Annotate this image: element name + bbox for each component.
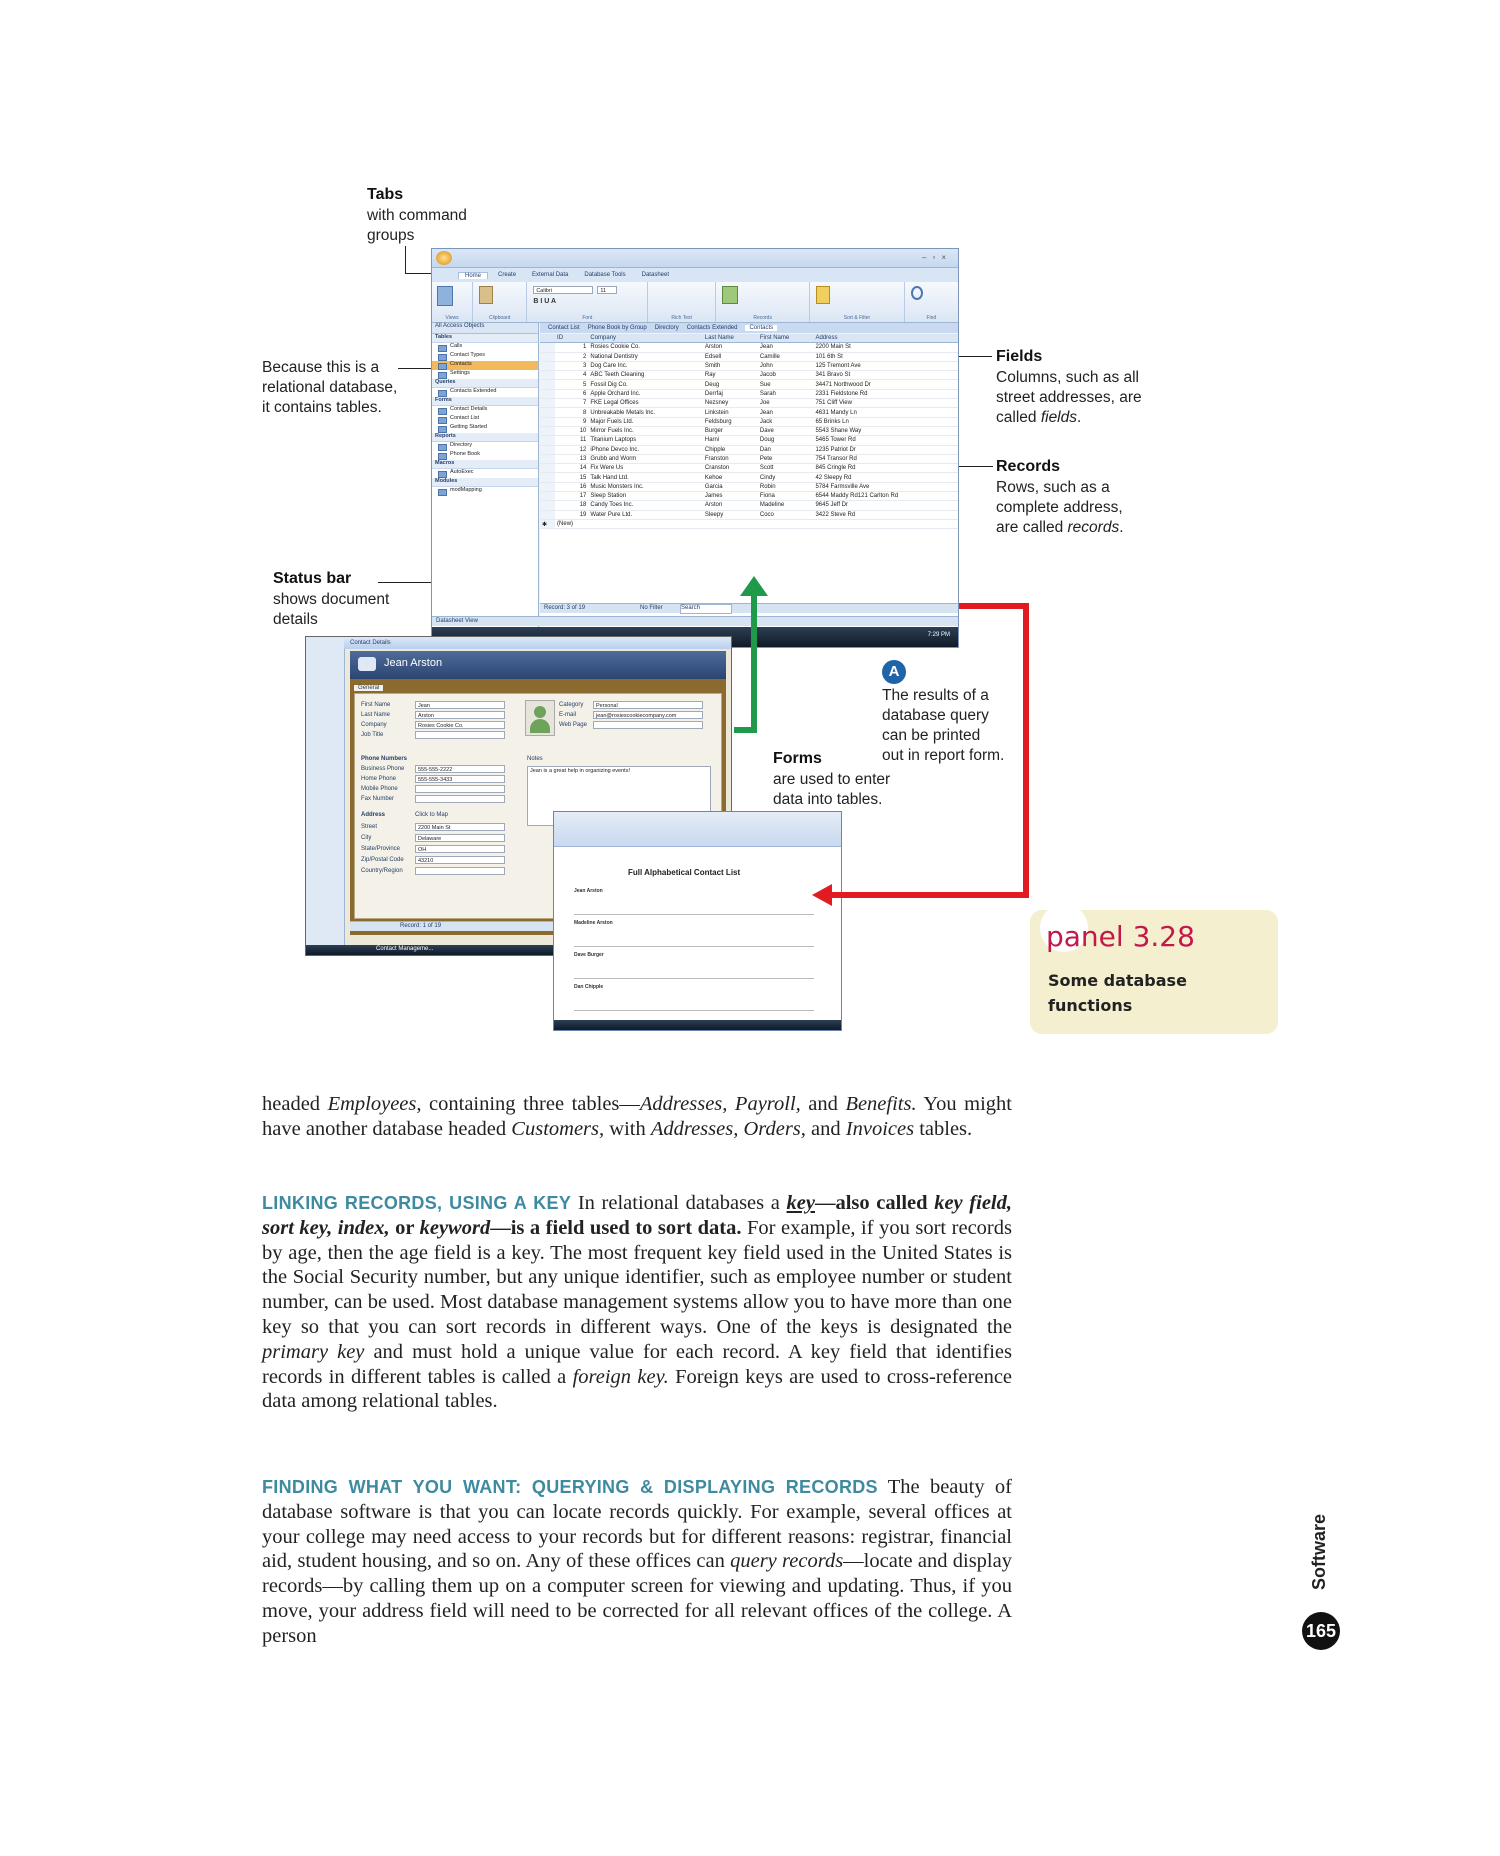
fields-callout-line1: Columns, such as all	[996, 369, 1140, 386]
table-row[interactable]	[540, 445, 958, 454]
find-icon[interactable]	[911, 286, 923, 300]
nav-item[interactable]: Contacts Extended	[432, 388, 538, 397]
row-selector[interactable]	[540, 482, 555, 491]
fields-callout-title: Fields	[996, 348, 1043, 365]
click-to-map-link[interactable]: Click to Map	[415, 812, 449, 818]
table-cell[interactable]: 11	[555, 436, 588, 445]
table-cell[interactable]: 6544 Maddy Rd121 Carlton Rd	[813, 492, 958, 501]
contact-card-icon	[358, 657, 376, 671]
contact-detail-field[interactable]: Jean	[415, 701, 505, 709]
ribbon-tab-external-data[interactable]: External Data	[532, 272, 569, 278]
table-row[interactable]	[540, 482, 958, 491]
table-cell[interactable]: 1	[555, 343, 588, 352]
contact-detail-field[interactable]: Personal	[593, 701, 703, 709]
ribbon-tab-database-tools[interactable]: Database Tools	[584, 272, 626, 278]
record-navigator[interactable]: Record: 3 of 19	[544, 605, 586, 611]
row-selector[interactable]	[540, 473, 555, 482]
table-cell[interactable]: 7	[555, 399, 588, 408]
address-field[interactable]: 43210	[415, 856, 505, 864]
page-number: 165	[1302, 1612, 1340, 1650]
forms-callout-line2: data into tables.	[773, 791, 883, 808]
query-callout-line4: out in report form.	[882, 747, 1005, 764]
tabs-leader-line	[405, 246, 406, 274]
nav-group-header[interactable]: Reports	[432, 433, 538, 442]
table-cell[interactable]: 754 Transor Rd	[813, 454, 958, 463]
column-header[interactable]: Address	[813, 334, 958, 343]
arrows-overlay	[720, 570, 1040, 910]
nav-item[interactable]: Directory	[432, 442, 538, 451]
document-tab[interactable]: Contact List	[548, 325, 580, 331]
navigation-pane	[432, 323, 539, 629]
table-cell[interactable]: National Dentistry	[588, 352, 702, 361]
table-cell[interactable]: Rosies Cookie Co.	[588, 343, 702, 352]
table-row[interactable]	[540, 352, 958, 361]
report-entry-name: Dave Burger	[574, 952, 604, 958]
row-selector[interactable]	[540, 501, 555, 510]
font-name-select[interactable]: Calibri	[533, 286, 593, 294]
body-paragraph-2: LINKING RECORDS, USING A KEY In relational databases a key—also called key field, sort key, index, or keyword—is a field used to sort data. For example, if you sort records by age, then the age field is a key. The most frequent key field used in the United States is the Social Security number, but any unique identifier, such as employee number or student number, can be used. Most database management systems allow you to have more than one key so that you can sort records in different ways. One of the keys is designated the primary key and must hold a unique value for each record. A key field that identifies records in different tables is called a foreign key. Foreign keys are used to cross-reference data among relational tables.	[262, 1192, 1013, 1413]
table-cell[interactable]: 14	[555, 464, 588, 473]
phone-field[interactable]	[415, 795, 505, 803]
row-selector[interactable]	[540, 408, 555, 417]
phone-label: Fax Number	[361, 796, 395, 802]
table-cell[interactable]: Joe	[758, 399, 814, 408]
address-label: Country/Region	[361, 868, 403, 874]
phone-label: Mobile Phone	[361, 786, 398, 792]
ribbon-tabs	[432, 268, 958, 282]
table-cell[interactable]: 1235 Patriot Dr	[813, 445, 958, 454]
document-tab[interactable]: Contacts Extended	[686, 325, 738, 331]
records-callout-line3: are called records.	[996, 519, 1124, 536]
ribbon-tab-datasheet[interactable]: Datasheet	[641, 272, 669, 278]
tabs-callout-line1: with command	[367, 207, 467, 224]
table-cell[interactable]: 3	[555, 361, 588, 370]
address-field[interactable]: OH	[415, 845, 505, 853]
table-cell[interactable]: Grubb and Worm	[588, 454, 702, 463]
report-entry-name: Madeline Arston	[574, 920, 613, 926]
address-field[interactable]	[415, 867, 505, 875]
tab-general[interactable]: General	[354, 685, 383, 691]
contact-detail-label: Company	[361, 722, 387, 728]
table-cell[interactable]: Smith	[703, 361, 758, 370]
table-cell[interactable]: James	[703, 492, 758, 501]
nav-item[interactable]: Phone Book	[432, 451, 538, 460]
section-heading-linking-records: LINKING RECORDS, USING A KEY	[262, 1193, 572, 1213]
query-callout-line1: The results of a	[882, 687, 989, 704]
table-cell[interactable]: Kehoe	[703, 473, 758, 482]
nav-item[interactable]: Calls	[432, 343, 538, 352]
contact-detail-label: First Name	[361, 702, 391, 708]
table-cell[interactable]: Pete	[758, 454, 814, 463]
phone-field[interactable]: 555-555-3433	[415, 775, 505, 783]
table-row[interactable]	[540, 426, 958, 435]
contact-detail-field[interactable]	[593, 721, 703, 729]
bold-italic-underline-icon[interactable]: B I U A	[533, 298, 557, 305]
table-cell[interactable]: Unbreakable Metals Inc.	[588, 408, 702, 417]
table-cell[interactable]: 13	[555, 454, 588, 463]
table-cell[interactable]: 3422 Steve Rd	[813, 510, 958, 519]
row-selector[interactable]	[540, 361, 555, 370]
table-row[interactable]	[540, 399, 958, 408]
row-selector[interactable]	[540, 436, 555, 445]
table-cell[interactable]: 4631 Mandy Ln	[813, 408, 958, 417]
table-cell[interactable]: ABC Teeth Cleaning	[588, 371, 702, 380]
table-cell[interactable]: 5465 Tower Rd	[813, 436, 958, 445]
table-row[interactable]	[540, 408, 958, 417]
table-cell[interactable]: 17	[555, 492, 588, 501]
table-cell[interactable]: Fiona	[758, 492, 814, 501]
report-taskbar	[554, 1020, 841, 1030]
table-cell[interactable]: 8	[555, 408, 588, 417]
key-term: key	[786, 1192, 815, 1214]
nav-group-header[interactable]: Queries	[432, 379, 538, 388]
table-row[interactable]	[540, 380, 958, 389]
table-cell[interactable]: Dog Care Inc.	[588, 361, 702, 370]
table-cell[interactable]: Fix Were Us	[588, 464, 702, 473]
table-cell[interactable]: Water Pure Ltd.	[588, 510, 702, 519]
table-cell[interactable]: 42 Sleepy Rd	[813, 473, 958, 482]
table-cell[interactable]: Franston	[703, 454, 758, 463]
table-cell[interactable]: 19	[555, 510, 588, 519]
form-nav-pane	[306, 637, 345, 955]
report-title: Full Alphabetical Contact List	[628, 868, 741, 877]
fields-callout-line3: called fields.	[996, 409, 1082, 426]
status-callout-line2: details	[273, 611, 318, 628]
document-tab[interactable]: Directory	[654, 325, 679, 331]
notes-field[interactable]: Jean is a great help in organizing events!	[527, 766, 711, 826]
form-header	[350, 651, 726, 679]
row-selector[interactable]	[540, 343, 555, 352]
table-cell[interactable]: Major Fuels Ltd.	[588, 417, 702, 426]
nav-group-header[interactable]: Macros	[432, 460, 538, 469]
table-cell[interactable]: Robin	[758, 482, 814, 491]
document-tab[interactable]: Contacts	[745, 325, 777, 331]
row-selector[interactable]	[540, 371, 555, 380]
table-row[interactable]	[540, 464, 958, 473]
table-cell[interactable]: Sleepy	[703, 510, 758, 519]
table-cell[interactable]: Music Monsters Inc.	[588, 482, 702, 491]
row-selector[interactable]	[540, 426, 555, 435]
clock: 7:29 PM	[927, 632, 950, 638]
table-cell[interactable]: Sue	[758, 380, 814, 389]
row-selector[interactable]	[540, 399, 555, 408]
red-arrow	[812, 606, 1026, 906]
table-cell[interactable]: Derrfaj	[703, 389, 758, 398]
nav-item[interactable]: Contacts	[432, 361, 538, 370]
contact-detail-label: Job Title	[361, 732, 384, 738]
ribbon-group-font[interactable]: Calibri 11 B I U A Font	[527, 282, 648, 322]
table-cell[interactable]: Jacob	[758, 371, 814, 380]
filter-icon[interactable]	[816, 286, 830, 304]
table-cell[interactable]: 2	[555, 352, 588, 361]
table-row[interactable]	[540, 510, 958, 519]
nav-group-header[interactable]: Tables	[432, 334, 538, 343]
table-cell[interactable]: 6	[555, 389, 588, 398]
table-cell[interactable]: Camille	[758, 352, 814, 361]
records-callout-line2: complete address,	[996, 499, 1123, 516]
row-selector[interactable]	[540, 417, 555, 426]
table-cell[interactable]: Chipple	[703, 445, 758, 454]
table-cell[interactable]: Dan	[758, 445, 814, 454]
address-label: Street	[361, 824, 378, 830]
table-cell[interactable]: iPhone Devco Inc.	[588, 445, 702, 454]
ribbon-group-rich-text[interactable]: Rich Text	[648, 282, 716, 322]
column-header[interactable]: ID	[555, 334, 588, 343]
relational-callout-line2: relational database,	[262, 379, 398, 396]
relational-leader-line	[398, 368, 432, 369]
table-cell[interactable]: 12	[555, 445, 588, 454]
ribbon-tab-home[interactable]: Home	[458, 272, 488, 279]
nav-item[interactable]: Settings	[432, 370, 538, 379]
nav-group-header[interactable]: Modules	[432, 478, 538, 487]
table-row[interactable]	[540, 343, 958, 352]
table-cell[interactable]: John	[758, 361, 814, 370]
phone-numbers-header: Phone Numbers	[361, 756, 408, 762]
table-cell[interactable]: 845 Cringle Rd	[813, 464, 958, 473]
font-size-select[interactable]: 11	[597, 286, 617, 294]
new-record-row[interactable]	[540, 519, 958, 528]
ribbon-tab-create[interactable]: Create	[498, 272, 517, 278]
table-cell[interactable]: 101 6th St	[813, 352, 958, 361]
table-cell[interactable]: Jack	[758, 417, 814, 426]
status-bar-text: Datasheet View	[436, 618, 478, 624]
query-callout-line3: can be printed	[882, 727, 981, 744]
ribbon-group-records[interactable]: Records	[716, 282, 810, 322]
table-cell[interactable]: 4	[555, 371, 588, 380]
report-divider	[574, 946, 814, 947]
table-cell[interactable]: Jean	[758, 343, 814, 352]
body-paragraph-3: FINDING WHAT YOU WANT: QUERYING & DISPLAYING RECORDS The beauty of database software is that you can locate records quickly. For example, several offices at your college may need access to your records but for different reasons: registrar, financial aid, student housing, and so on. Any of these offices can query records—locate and display records—by calling them up on a computer screen for viewing and updating. Thus, if you move, your address field will need to be corrected for all relevant offices of the college. A person	[262, 1476, 1012, 1647]
tabs-callout-title: Tabs	[367, 186, 404, 203]
table-cell[interactable]: FKE Legal Offices	[588, 399, 702, 408]
phone-field[interactable]: 555-555-2222	[415, 765, 505, 773]
nav-item[interactable]: AutoExec	[432, 469, 538, 478]
table-cell[interactable]: Cindy	[758, 473, 814, 482]
row-selector[interactable]	[540, 454, 555, 463]
address-label: Zip/Postal Code	[361, 857, 404, 863]
table-cell[interactable]: Arston	[703, 501, 758, 510]
taskbar-app-button[interactable]: Contact Manageme...	[376, 946, 434, 952]
report-divider	[574, 978, 814, 979]
query-badge: A	[882, 660, 906, 684]
table-cell[interactable]: Sarah	[758, 389, 814, 398]
ribbon-group-sort-filter[interactable]: Sort & Filter	[810, 282, 904, 322]
address-header: Address	[361, 812, 386, 818]
nav-group-header[interactable]: Forms	[432, 397, 538, 406]
row-selector[interactable]	[540, 464, 555, 473]
table-cell[interactable]: 751 Cliff View	[813, 399, 958, 408]
contact-detail-label: Category	[559, 702, 584, 708]
refresh-icon[interactable]	[722, 286, 738, 304]
nav-pane-header[interactable]: All Access Objects	[432, 323, 538, 334]
table-cell[interactable]: Fossil Dig Co.	[588, 380, 702, 389]
table-cell[interactable]: 10	[555, 426, 588, 435]
contact-detail-field[interactable]	[415, 731, 505, 739]
row-selector[interactable]	[540, 445, 555, 454]
contact-detail-field[interactable]: Arston	[415, 711, 505, 719]
records-callout-line1: Rows, such as a	[996, 479, 1110, 496]
panel-number: panel 3.28	[1046, 920, 1195, 953]
table-cell[interactable]: 9645 Jeff Dr	[813, 501, 958, 510]
row-selector[interactable]: ✱	[540, 519, 555, 528]
table-cell[interactable]: 18	[555, 501, 588, 510]
table-cell[interactable]: Talk Hand Ltd.	[588, 473, 702, 482]
status-callout-line1: shows document	[273, 591, 390, 608]
table-cell[interactable]: Doug	[758, 436, 814, 445]
column-header[interactable]: Last Name	[703, 334, 758, 343]
contact-detail-label: Web Page	[559, 722, 587, 728]
title-bar	[432, 249, 958, 268]
table-cell[interactable]: 65 Brinks Ln	[813, 417, 958, 426]
green-arrow	[734, 576, 768, 730]
contact-detail-label: Last Name	[361, 712, 391, 718]
table-cell[interactable]: Arston	[703, 343, 758, 352]
view-icon[interactable]	[437, 286, 453, 306]
notes-label: Notes	[527, 756, 543, 762]
table-cell[interactable]: Madeline	[758, 501, 814, 510]
tabs-callout-line2: groups	[367, 227, 415, 244]
table-cell[interactable]: Nezsney	[703, 399, 758, 408]
window-controls-icon[interactable]: –▫×	[922, 253, 952, 262]
address-field[interactable]: 2200 Main St	[415, 823, 505, 831]
table-cell[interactable]: 15	[555, 473, 588, 482]
paste-icon[interactable]	[479, 286, 493, 304]
nav-item[interactable]: modMapping	[432, 487, 538, 496]
person-icon	[534, 706, 546, 718]
table-cell[interactable]: Garcia	[703, 482, 758, 491]
table-row[interactable]	[540, 492, 958, 501]
relational-callout-line3: it contains tables.	[262, 399, 382, 416]
table-cell[interactable]: Scott	[758, 464, 814, 473]
panel-caption-box	[1030, 910, 1278, 1034]
address-label: State/Province	[361, 846, 401, 852]
table-cell[interactable]: Harni	[703, 436, 758, 445]
table-cell[interactable]: Apple Orchard Inc.	[588, 389, 702, 398]
table-cell[interactable]: Coco	[758, 510, 814, 519]
table-cell[interactable]: Feldsburg	[703, 417, 758, 426]
query-callout-line2: database query	[882, 707, 989, 724]
row-selector[interactable]	[540, 492, 555, 501]
row-selector[interactable]	[540, 389, 555, 398]
ribbon-group-clipboard[interactable]: Clipboard	[473, 282, 527, 322]
table-row[interactable]	[540, 473, 958, 482]
report-divider	[574, 914, 814, 915]
document-tabs	[540, 323, 959, 333]
no-filter-button[interactable]: No Filter	[640, 605, 663, 611]
contact-detail-field[interactable]: jean@rosiescookiecompany.com	[593, 711, 703, 719]
nav-item[interactable]: Contact List	[432, 415, 538, 424]
fields-callout-line2: street addresses, are	[996, 389, 1142, 406]
document-tab[interactable]: Phone Book by Group	[587, 325, 647, 331]
table-cell[interactable]: 5784 Farmsville Ave	[813, 482, 958, 491]
table-cell[interactable]: 125 Tremont Ave	[813, 361, 958, 370]
table-cell[interactable]: 341 Bravo St	[813, 371, 958, 380]
table-row[interactable]	[540, 389, 958, 398]
table-row[interactable]	[540, 501, 958, 510]
table-cell[interactable]: 2331 Fieldstone Rd	[813, 389, 958, 398]
table-row[interactable]	[540, 371, 958, 380]
table-cell[interactable]: Titanium Laptops	[588, 436, 702, 445]
table-cell[interactable]: 9	[555, 417, 588, 426]
table-cell[interactable]: Mirror Fuels Inc.	[588, 426, 702, 435]
nav-item[interactable]: Contact Types	[432, 352, 538, 361]
table-cell[interactable]: 5	[555, 380, 588, 389]
form-record-nav[interactable]: Record: 1 of 19	[400, 923, 442, 929]
report-entry-name: Dan Chipple	[574, 984, 604, 990]
table-cell[interactable]: Burger	[703, 426, 758, 435]
contact-detail-field[interactable]: Rosies Cookie Co.	[415, 721, 505, 729]
table-cell[interactable]: Deug	[703, 380, 758, 389]
ribbon-body	[432, 282, 958, 323]
table-cell[interactable]: 5543 Shane Way	[813, 426, 958, 435]
table-cell[interactable]: Dave	[758, 426, 814, 435]
new-record-cell[interactable]: (New)	[555, 519, 588, 528]
address-field[interactable]: Delaware	[415, 834, 505, 842]
records-callout-title: Records	[996, 458, 1061, 475]
table-cell[interactable]: Linkstein	[703, 408, 758, 417]
address-label: City	[361, 835, 372, 841]
table-cell[interactable]: Jean	[758, 408, 814, 417]
chapter-side-label: Software	[1309, 1513, 1329, 1590]
table-cell[interactable]: 16	[555, 482, 588, 491]
column-header[interactable]: First Name	[758, 334, 814, 343]
table-row[interactable]	[540, 417, 958, 426]
table-row[interactable]	[540, 436, 958, 445]
table-cell[interactable]: Candy Toes Inc.	[588, 501, 702, 510]
forms-callout-title: Forms	[773, 750, 822, 767]
row-selector[interactable]	[540, 352, 555, 361]
ribbon-group-views[interactable]: Views	[432, 282, 473, 322]
phone-field[interactable]	[415, 785, 505, 793]
ribbon-group-find[interactable]: Find	[905, 282, 958, 322]
row-selector[interactable]	[540, 380, 555, 389]
column-header[interactable]: Company	[588, 334, 702, 343]
phone-label: Home Phone	[361, 776, 397, 782]
relational-callout-line1: Because this is a	[262, 359, 380, 376]
table-cell[interactable]: 34471 Northwood Dr	[813, 380, 958, 389]
report-divider	[574, 1010, 814, 1011]
table-cell[interactable]: 2200 Main St	[813, 343, 958, 352]
table-cell[interactable]: Sleep Station	[588, 492, 702, 501]
table-cell[interactable]: Ray	[703, 371, 758, 380]
row-selector[interactable]	[540, 510, 555, 519]
table-row[interactable]	[540, 361, 958, 370]
office-button-icon[interactable]	[436, 251, 452, 265]
table-row[interactable]	[540, 454, 958, 463]
panel-caption: Some database functions	[1048, 971, 1187, 1015]
forms-callout-line1: are used to enter	[773, 771, 891, 788]
row-selector-header[interactable]	[540, 334, 555, 343]
phone-label: Business Phone	[361, 766, 405, 772]
nav-item[interactable]: Contact Details	[432, 406, 538, 415]
report-entry-name: Jean Arston	[574, 888, 603, 894]
nav-item[interactable]: Getting Started	[432, 424, 538, 433]
section-heading-finding-records: FINDING WHAT YOU WANT: QUERYING & DISPLAYING RECORDS	[262, 1477, 878, 1497]
contact-photo[interactable]	[525, 700, 555, 736]
search-box[interactable]: Search	[680, 604, 732, 614]
form-contact-name: Jean Arston	[384, 657, 443, 669]
table-cell[interactable]: Cranston	[703, 464, 758, 473]
status-callout-title: Status bar	[273, 570, 352, 587]
form-window-title: Contact Details	[344, 637, 731, 649]
table-cell[interactable]: Edsell	[703, 352, 758, 361]
body-paragraph-1: headed Employees, containing three tables—Addresses, Payroll, and Benefits. You might have another database headed Customers, with Addresses, Orders, and Invoices tables.	[262, 1093, 1012, 1140]
contact-detail-label: E-mail	[559, 712, 577, 718]
